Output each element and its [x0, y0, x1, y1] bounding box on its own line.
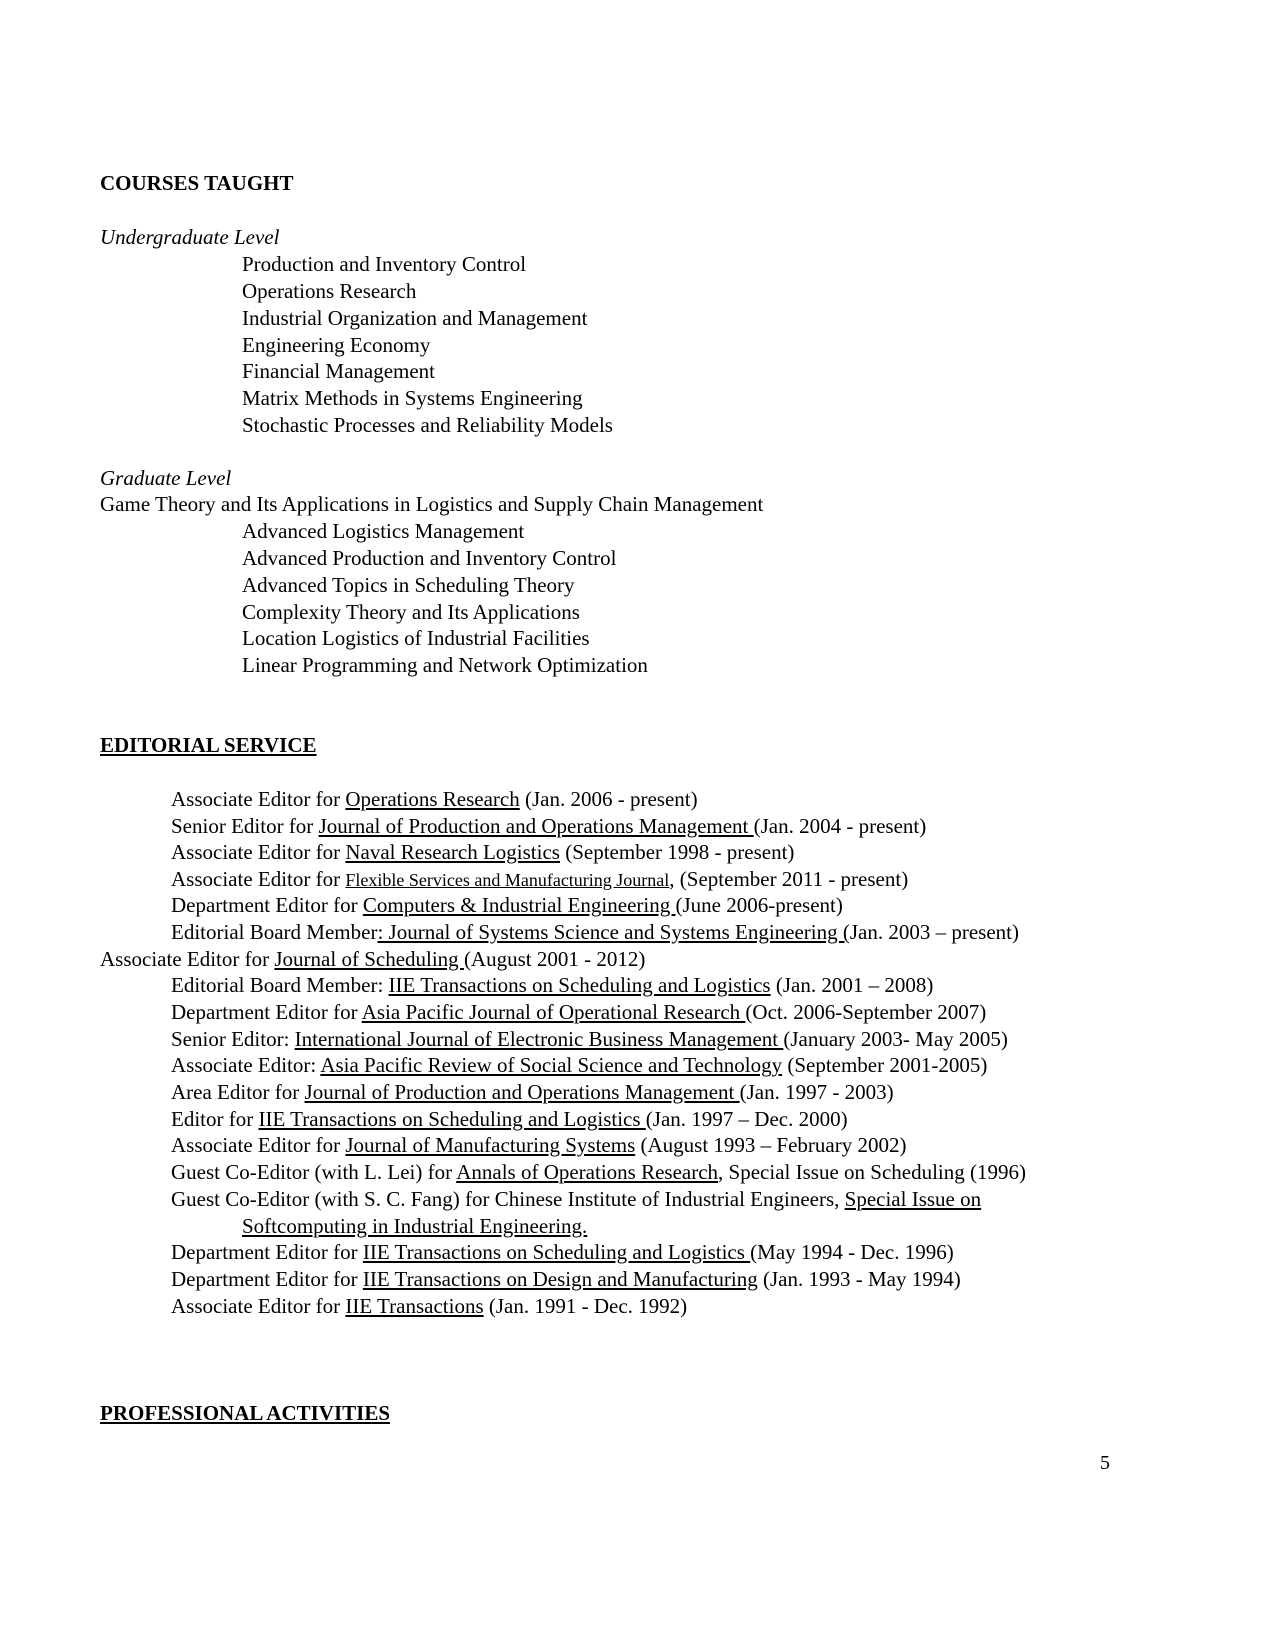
editorial-entry: Associate Editor for Operations Research (Jan. 2006 - present) [171, 787, 698, 811]
course-item: Industrial Organization and Management [242, 306, 588, 330]
editorial-entry: Associate Editor: Asia Pacific Review of Social Science and Technology (September 2001-2005) [171, 1053, 988, 1077]
course-item: Matrix Methods in Systems Engineering [242, 386, 583, 410]
grad-label: Graduate Level [100, 466, 232, 490]
course-item: Advanced Logistics Management [242, 519, 525, 543]
course-item: Advanced Topics in Scheduling Theory [242, 573, 575, 597]
course-item: Location Logistics of Industrial Facilities [242, 626, 590, 650]
editorial-entry: Editorial Board Member: Journal of Systems Science and Systems Engineering (Jan. 2003 – present) [171, 920, 1020, 944]
editorial-entry: Editorial Board Member: IIE Transactions on Scheduling and Logistics (Jan. 2001 – 2008) [171, 973, 934, 997]
course-item: Linear Programming and Network Optimization [242, 653, 648, 677]
editorial-entry: Guest Co-Editor (with S. C. Fang) for Chinese Institute of Industrial Engineers, Special Issue on [171, 1187, 982, 1211]
course-item: Complexity Theory and Its Applications [242, 600, 580, 624]
editorial-entry: Associate Editor for Flexible Services and Manufacturing Journal, (September 2011 - present) [171, 867, 909, 891]
course-item: Production and Inventory Control [242, 252, 527, 276]
editorial-entry: Senior Editor: International Journal of Electronic Business Management (January 2003- May 2005) [171, 1027, 1008, 1051]
editorial-entry: Associate Editor for Journal of Scheduling (August 2001 - 2012) [100, 947, 646, 971]
course-item: Engineering Economy [242, 333, 431, 357]
courses-heading: COURSES TAUGHT [100, 171, 294, 195]
course-item: Financial Management [242, 359, 436, 383]
professional-heading: PROFESSIONAL ACTIVITIES [100, 1401, 391, 1425]
editorial-entry: Associate Editor for Journal of Manufacturing Systems (August 1993 – February 2002) [171, 1133, 907, 1157]
editorial-entry: Department Editor for IIE Transactions on Scheduling and Logistics (May 1994 - Dec. 1996) [171, 1240, 954, 1264]
page-number: 5 [1100, 1452, 1110, 1474]
editorial-entry: Softcomputing in Industrial Engineering. [242, 1214, 588, 1238]
editorial-entry: Department Editor for Asia Pacific Journal of Operational Research (Oct. 2006-September 2007) [171, 1000, 987, 1024]
course-item: Stochastic Processes and Reliability Models [242, 413, 613, 437]
undergrad-label: Undergraduate Level [100, 225, 280, 249]
course-item: Game Theory and Its Applications in Logistics and Supply Chain Management [100, 492, 764, 516]
course-item: Operations Research [242, 279, 417, 303]
editorial-entry: Department Editor for IIE Transactions on Design and Manufacturing (Jan. 1993 - May 1994) [171, 1267, 961, 1291]
course-item: Advanced Production and Inventory Control [242, 546, 617, 570]
editorial-entry: Associate Editor for IIE Transactions (Jan. 1991 - Dec. 1992) [171, 1294, 688, 1318]
editorial-entry: Senior Editor for Journal of Production and Operations Management (Jan. 2004 - present) [171, 814, 927, 838]
editorial-entry: Editor for IIE Transactions on Scheduling and Logistics (Jan. 1997 – Dec. 2000) [171, 1107, 848, 1131]
editorial-entry: Associate Editor for Naval Research Logistics (September 1998 - present) [171, 840, 795, 864]
editorial-entry: Guest Co-Editor (with L. Lei) for Annals of Operations Research, Special Issue on Scheduling (1996) [171, 1160, 1026, 1184]
editorial-entry: Area Editor for Journal of Production and Operations Management (Jan. 1997 - 2003) [171, 1080, 894, 1104]
editorial-entry: Department Editor for Computers & Industrial Engineering (June 2006-present) [171, 893, 843, 917]
editorial-heading: EDITORIAL SERVICE [100, 733, 317, 757]
